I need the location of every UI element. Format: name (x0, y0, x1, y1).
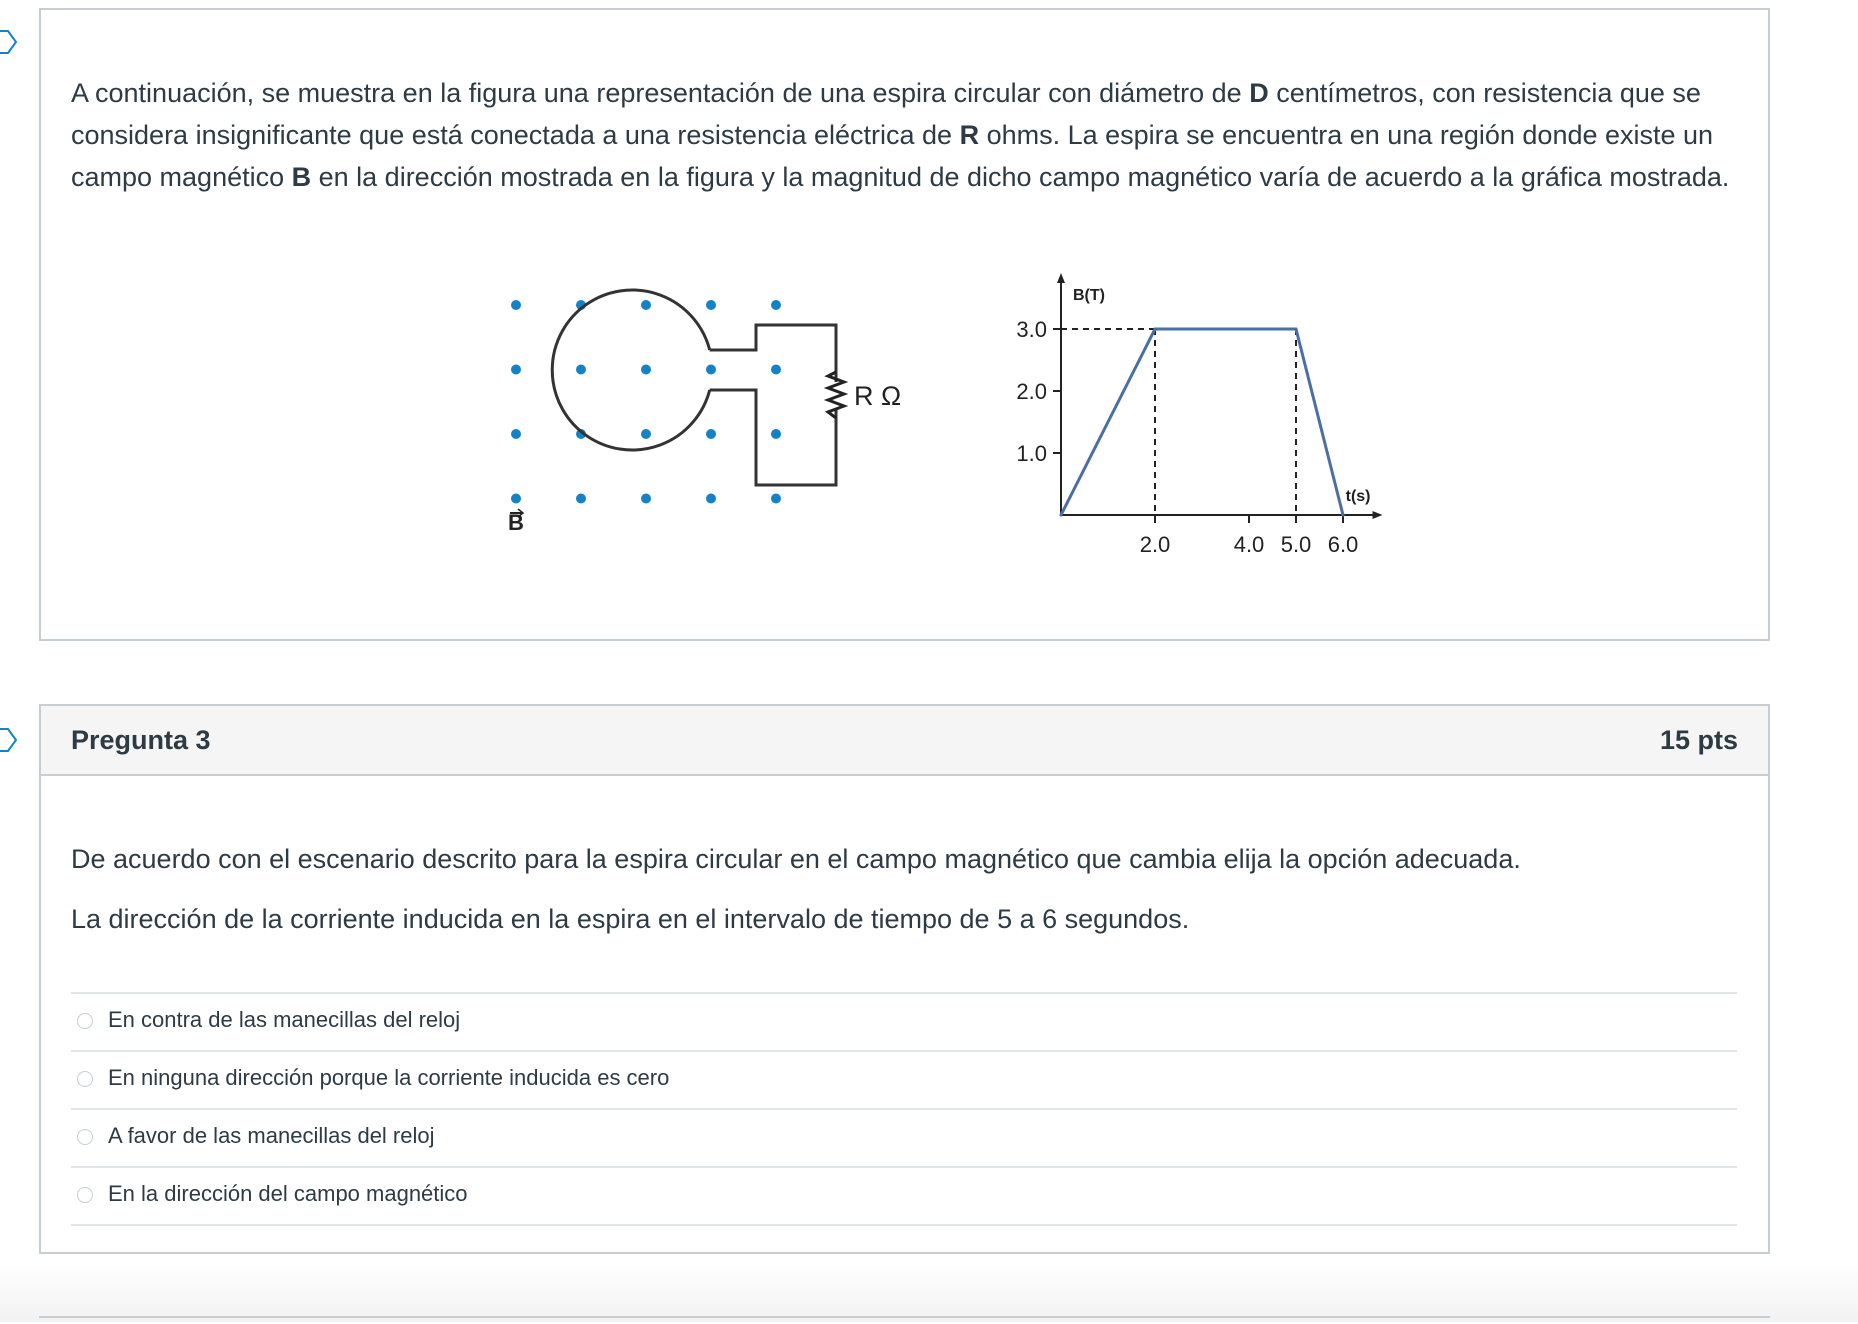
question-panel (39, 704, 1770, 1254)
answer-option[interactable] (71, 1168, 1737, 1226)
field-dot (771, 300, 781, 310)
page-bottom-shade (0, 1262, 1858, 1322)
x-axis-label: t(s) (1345, 488, 1371, 505)
b-vs-t-chart (1016, 273, 1382, 557)
answer-label[interactable]: En ninguna dirección porque la corriente inducida es cero (108, 1065, 670, 1090)
bookmark-flag-icon[interactable] (0, 728, 22, 752)
field-dot (706, 300, 716, 310)
x-tick-label: 2.0 (1139, 532, 1171, 557)
circuit-wire (710, 325, 836, 485)
next-question-panel-edge (39, 1316, 1770, 1324)
field-dot (641, 365, 651, 375)
x-tick-label: 6.0 (1327, 532, 1359, 557)
b-field-series-line (1061, 329, 1343, 515)
scenario-text: A continuación, se muestra en la figura una representación de una espira circular con diámetro de D centímetros, con resistencia que se considera insignificante que está conectada a una resistencia eléctrica de R ohms. La espira se encuentra en una región donde existe un campo magnético B en la dirección mostrada en la figura y la magnitud de dicho campo magnético varía de acuerdo a la gráfica mostrada. (71, 78, 1730, 192)
field-label: B (508, 510, 524, 535)
y-tick-label: 2.0 (1016, 379, 1047, 404)
data-point (1154, 328, 1157, 331)
x-tick-label: 5.0 (1280, 532, 1312, 557)
x-axis-arrowhead (1373, 511, 1383, 519)
field-dot (576, 494, 586, 504)
loop-diagram (508, 290, 901, 535)
answer-list (71, 992, 1737, 1226)
answer-label[interactable]: En la dirección del campo magnético (108, 1181, 468, 1206)
answer-option[interactable] (71, 994, 1737, 1052)
field-dot (641, 300, 651, 310)
field-dot (706, 494, 716, 504)
field-dot (576, 365, 586, 375)
field-dot (771, 429, 781, 439)
radio-button[interactable] (77, 1187, 93, 1203)
field-dot (706, 365, 716, 375)
x-tick-label: 4.0 (1233, 532, 1265, 557)
scenario-panel (39, 8, 1770, 641)
field-dot (511, 429, 521, 439)
field-dot (511, 494, 521, 504)
y-tick-label: 3.0 (1016, 317, 1047, 342)
radio-button[interactable] (77, 1129, 93, 1145)
answer-option[interactable] (71, 1052, 1737, 1110)
answer-label[interactable]: A favor de las manecillas del reloj (108, 1123, 435, 1148)
y-axis-arrowhead (1057, 273, 1065, 283)
data-point (1060, 514, 1063, 517)
question-instruction: De acuerdo con el escenario descrito para la espira circular en el campo magnético que cambia elija la opción adecuada. (71, 844, 1521, 874)
circular-loop (552, 290, 709, 450)
field-dot (771, 365, 781, 375)
field-dot (511, 365, 521, 375)
answer-label[interactable]: En contra de las manecillas del reloj (108, 1007, 461, 1032)
resistor-label: R Ω (854, 381, 902, 411)
y-axis-label: B(T) (1073, 287, 1105, 304)
magnetic-field-dots (511, 300, 781, 504)
radio-button[interactable] (77, 1071, 93, 1087)
data-point (1342, 514, 1345, 517)
field-dot (641, 494, 651, 504)
answer-option[interactable] (71, 1110, 1737, 1168)
question-header (41, 706, 1768, 776)
scenario-figure (461, 255, 1401, 575)
question-points: 15 pts (1659, 725, 1738, 755)
field-dot (771, 494, 781, 504)
y-tick-label: 1.0 (1016, 441, 1047, 466)
field-dot (641, 429, 651, 439)
radio-button[interactable] (77, 1013, 93, 1029)
question-prompt: La dirección de la corriente inducida en la espira en el intervalo de tiempo de 5 a 6 segundos. (71, 904, 1190, 934)
field-dot (511, 300, 521, 310)
field-dot (706, 429, 716, 439)
data-point (1295, 328, 1298, 331)
bookmark-flag-icon[interactable] (0, 30, 22, 54)
question-title: Pregunta 3 (71, 725, 211, 755)
